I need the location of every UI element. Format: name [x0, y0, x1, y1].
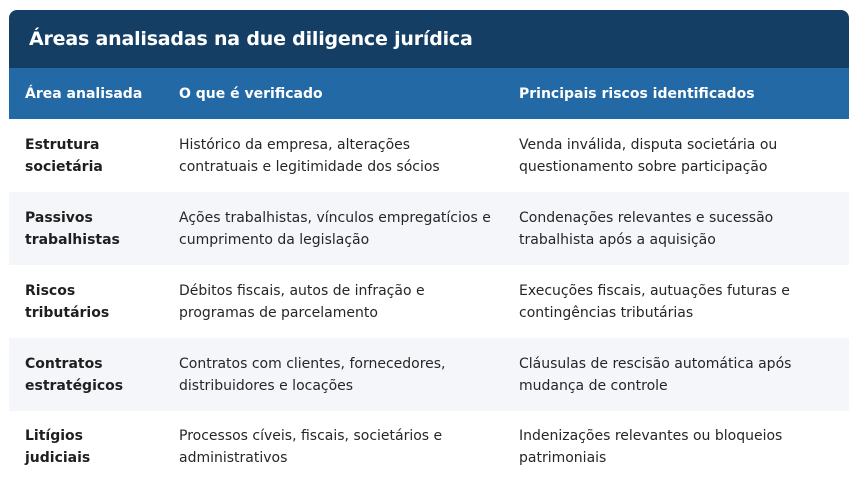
cell-verificado: Histórico da empresa, alterações contratuais e legitimidade dos sócios — [179, 136, 440, 175]
cell-riscos: Execuções fiscais, autuações futuras e contingências tributárias — [519, 282, 790, 321]
cell-verificado: Ações trabalhistas, vínculos empregatícios e cumprimento da legislação — [179, 209, 491, 248]
table-row — [9, 265, 849, 338]
cell-riscos: Indenizações relevantes ou bloqueios patrimoniais — [519, 428, 783, 466]
cell-verificado: Processos cíveis, fiscais, societários e administrativos — [179, 428, 443, 466]
table-row — [9, 338, 849, 411]
cell-riscos: Condenações relevantes e sucessão trabalhista após a aquisição — [519, 209, 774, 248]
table-row — [9, 411, 849, 483]
column-header-area: Área analisada — [25, 85, 143, 102]
cell-area: Riscos tributários — [25, 282, 110, 321]
cell-riscos: Venda inválida, disputa societária ou questionamento sobre participação — [519, 136, 778, 175]
cell-area: Litígios judiciais — [25, 428, 91, 466]
column-header-riscos: Principais riscos identificados — [519, 85, 755, 102]
cell-area: Estrutura societária — [25, 136, 103, 175]
title-bar — [9, 10, 849, 68]
table-header — [9, 68, 849, 119]
table-row — [9, 119, 849, 192]
due-diligence-card — [9, 10, 849, 483]
table-row — [9, 192, 849, 265]
table-body — [9, 119, 849, 483]
column-header-verificado: O que é verificado — [179, 85, 323, 102]
cell-area: Contratos estratégicos — [25, 355, 124, 394]
table-title: Áreas analisadas na due diligence jurídica — [29, 28, 473, 50]
due-diligence-table — [9, 68, 849, 483]
cell-area: Passivos trabalhistas — [25, 209, 120, 248]
cell-verificado: Contratos com clientes, fornecedores, distribuidores e locações — [179, 355, 446, 394]
cell-riscos: Cláusulas de rescisão automática após mudança de controle — [519, 355, 792, 394]
cell-verificado: Débitos fiscais, autos de infração e programas de parcelamento — [179, 282, 425, 321]
header-row — [9, 68, 849, 119]
